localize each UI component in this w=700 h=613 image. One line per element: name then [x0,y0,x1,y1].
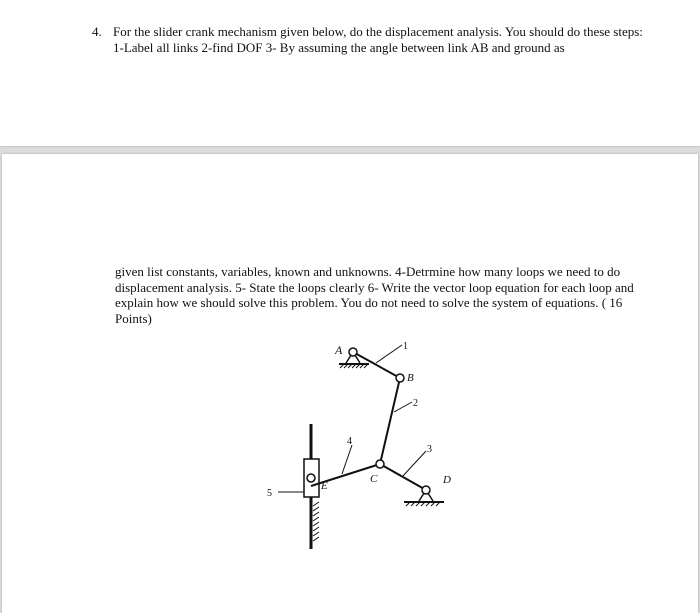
leader-2 [394,402,412,412]
pin-a [349,348,357,356]
pin-c [376,460,384,468]
rail-hatch [313,502,319,541]
page-top [0,0,700,146]
mechanism-diagram [2,154,698,613]
label-b: B [407,372,414,384]
label-d: D [443,474,451,486]
pin-d [422,486,430,494]
question-text-part1: For the slider crank mechanism given below, do the displacement analysis. You should do these steps: 1-Label all links 2-find DOF 3- By assuming the angle between link AB and ground as [113,24,643,55]
label-link-3: 3 [427,444,432,455]
label-a: A [335,343,343,357]
leader-4 [342,445,352,474]
label-link-1: 1 [403,341,408,352]
question-text-part2: given list constants, variables, known and unknowns. 4-Detrmine how many loops we need to do displacement analysis. 5- State the loops clearly 6- Write the vector loop equation for each loop and explain how we should solve this problem. You do not need to solve the system of equations. ( 16 Points) [115,264,634,326]
pin-e [307,474,315,482]
link-bc [380,378,400,464]
label-link-5: 5 [267,488,272,499]
question-number: 4. [92,24,102,39]
label-link-2: 2 [413,398,418,409]
leader-1 [376,345,402,363]
leader-3 [402,451,426,477]
label-link-4: 4 [347,436,352,447]
label-e: E [321,480,328,492]
link-cd [380,464,426,490]
label-c: C [370,473,378,485]
page-bottom [2,154,698,613]
pin-b [396,374,404,382]
